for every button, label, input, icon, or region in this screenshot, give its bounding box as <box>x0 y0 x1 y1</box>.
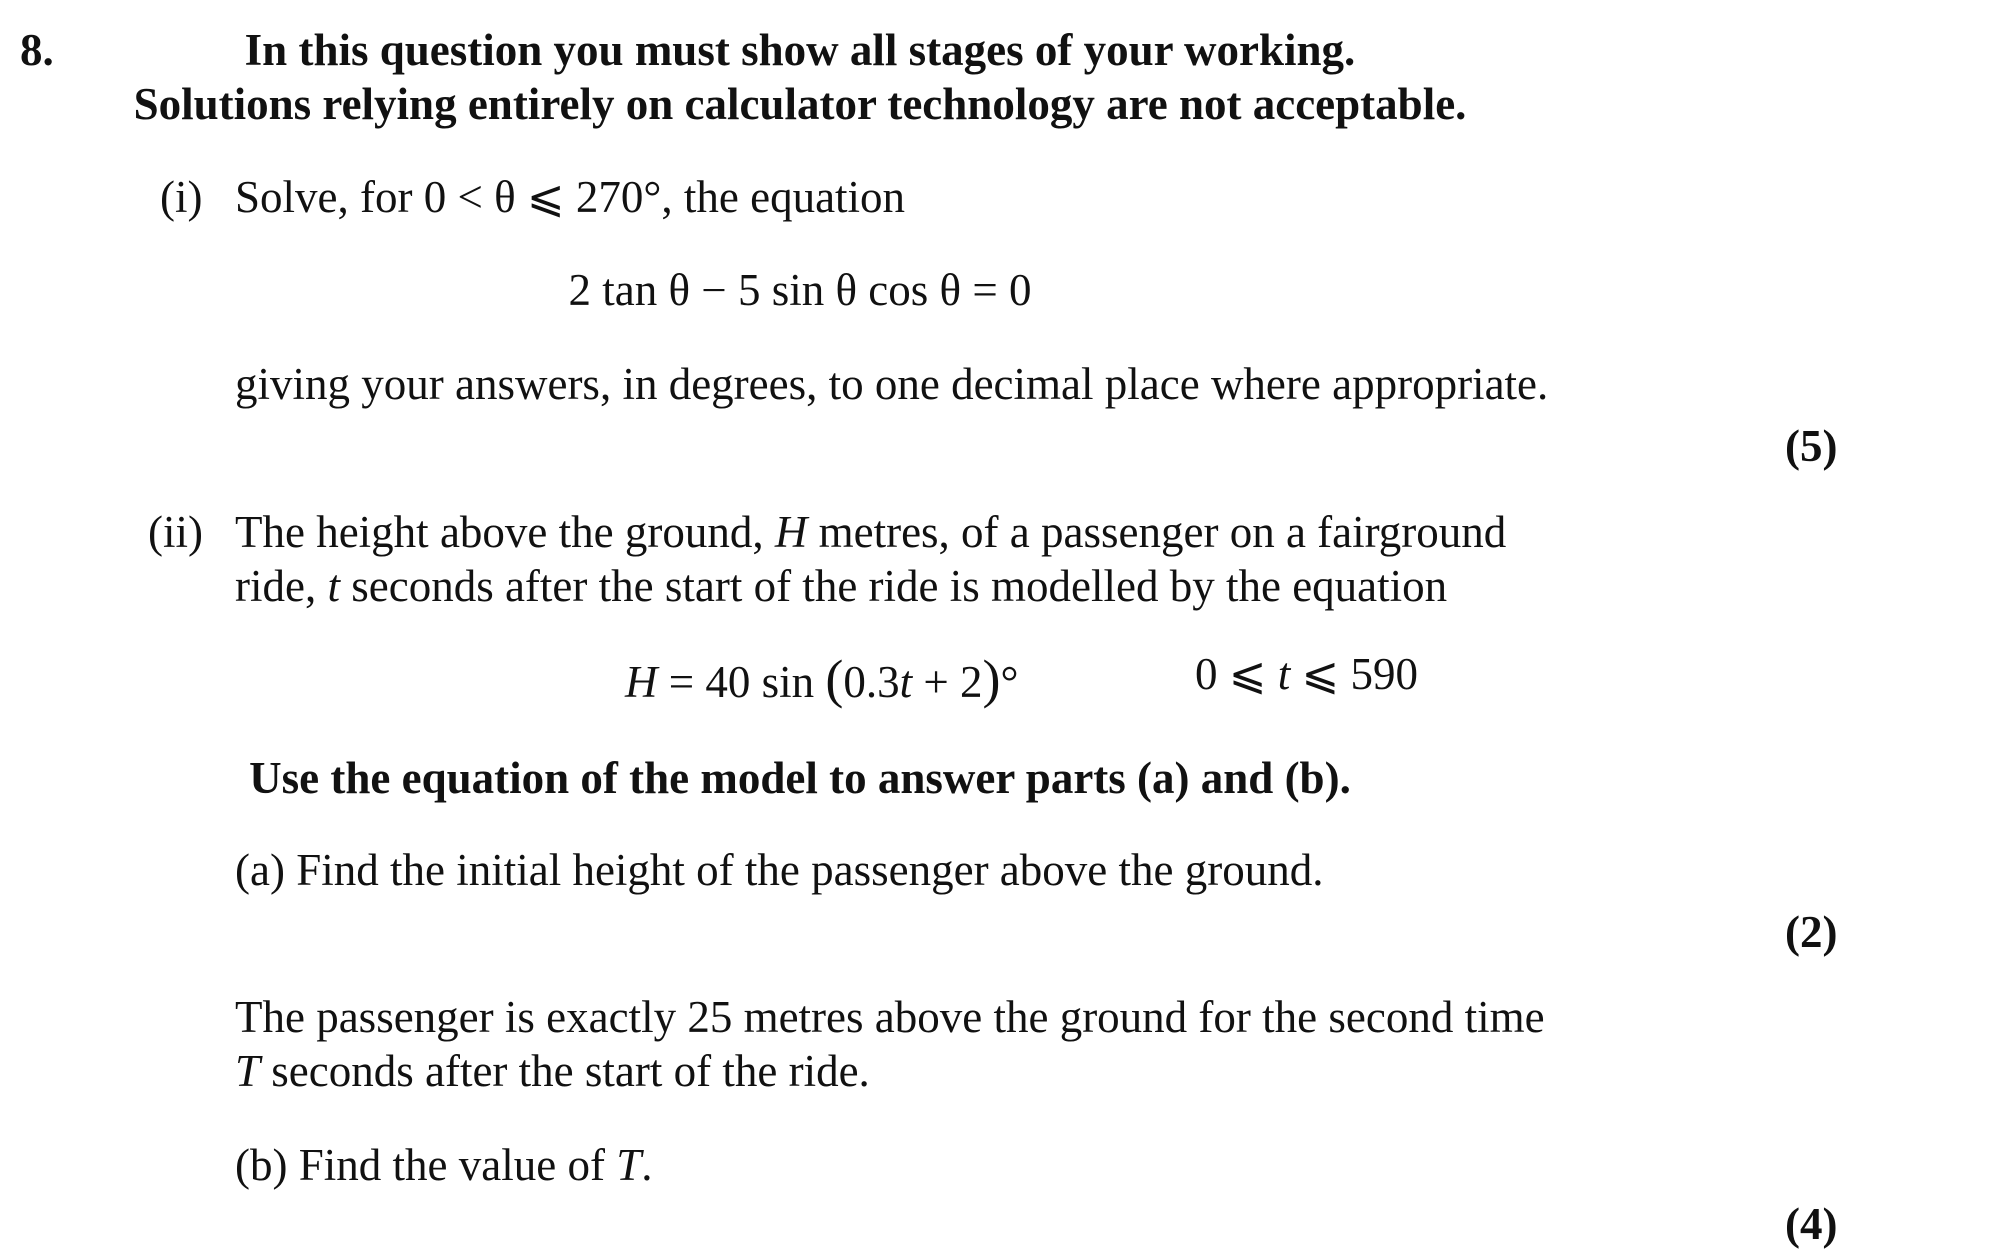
part-ii-line2-b: seconds after the start of the ride is modelled by the equation <box>339 561 1448 611</box>
part-b-text-a: Find the value of <box>298 1140 617 1190</box>
instruction-line-1: In this question you must show all stages of your working. <box>244 25 1356 75</box>
part-a-label: (a) <box>235 845 285 895</box>
context-var-T: T <box>235 1046 261 1096</box>
model-degree: ° <box>1000 657 1019 707</box>
question-number: 8. <box>20 25 54 75</box>
part-ii-line1-b: metres, of a passenger on a fairground <box>807 507 1507 557</box>
model-inner-b: + 2 <box>912 657 983 707</box>
part-ii-line2-a: ride, <box>235 561 328 611</box>
part-a-marks: (2) <box>1785 907 1838 957</box>
part-b-marks: (4) <box>1785 1199 1838 1249</box>
part-b-line <box>235 1140 653 1190</box>
domain-b: ⩽ 590 <box>1290 649 1418 699</box>
part-b-text-b: . <box>641 1140 653 1190</box>
part-b-label: (b) <box>235 1140 288 1190</box>
model-inner-a: 0.3 <box>843 657 900 707</box>
domain-a: 0 ⩽ <box>1195 649 1278 699</box>
part-i-text-before: Solve, for <box>235 172 424 222</box>
domain-var: t <box>1277 649 1291 699</box>
context-line-2 <box>235 1046 870 1096</box>
part-ii-var-H: H <box>774 507 808 557</box>
model-lhs-var: H <box>625 657 658 707</box>
model-instruction: Use the equation of the model to answer parts (a) and (b). <box>249 753 1351 803</box>
context-line2-b: seconds after the start of the ride. <box>260 1046 870 1096</box>
part-i-marks: (5) <box>1785 421 1838 471</box>
part-b-var-T: T <box>616 1140 642 1190</box>
part-ii-label: (ii) <box>148 507 203 557</box>
model-paren-open: ( <box>825 649 844 709</box>
model-domain <box>1195 649 1418 699</box>
part-a-text: Find the initial height of the passenger above the ground. <box>296 845 1324 895</box>
part-i-label: (i) <box>160 172 203 222</box>
part-ii-var-t: t <box>327 561 340 611</box>
part-i-condition: 0 < θ ⩽ 270° <box>423 172 662 222</box>
part-ii-line-2 <box>235 561 1448 611</box>
part-i-equation: 2 tan θ − 5 sin θ cos θ = 0 <box>568 265 1032 315</box>
model-rhs-a: = 40 sin <box>657 657 826 707</box>
part-a-line <box>235 845 1324 895</box>
part-i-prompt <box>235 172 906 222</box>
part-i-text-after: , the equation <box>661 172 906 222</box>
instruction-line-2: Solutions relying entirely on calculator technology are not acceptable. <box>133 79 1467 129</box>
context-line-1: The passenger is exactly 25 metres above the ground for the second time <box>235 992 1545 1042</box>
part-i-follow-up: giving your answers, in degrees, to one decimal place where appropriate. <box>235 359 1549 409</box>
model-inner-var: t <box>899 657 913 707</box>
model-equation <box>625 649 1019 709</box>
part-ii-line-1 <box>235 507 1507 557</box>
part-ii-line1-a: The height above the ground, <box>235 507 775 557</box>
model-paren-close: ) <box>982 649 1001 709</box>
